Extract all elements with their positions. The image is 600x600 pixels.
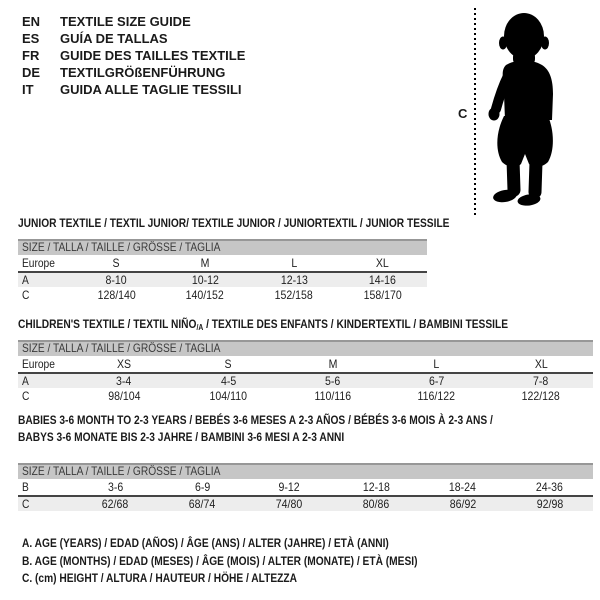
size-cell: L (290, 256, 297, 270)
table-row (18, 287, 427, 303)
size-cell: 12-13 (280, 273, 308, 287)
row-label: Europe (22, 357, 55, 371)
row-label: Europe (22, 256, 55, 270)
legend-notes (22, 535, 487, 588)
size-cell: 6-9 (194, 480, 210, 494)
size-cell: 116/122 (418, 389, 456, 403)
babies-table-title (18, 412, 577, 446)
size-cell: 98/104 (107, 389, 141, 403)
size-cell: 5-6 (324, 374, 341, 388)
size-band-text: SIZE / TALLA / TAILLE / GRÖSSE / TAGLIA (22, 240, 221, 254)
size-cell: 158/170 (363, 288, 402, 302)
table-row (18, 495, 593, 511)
lang-code: DE (22, 65, 41, 80)
size-cell: 110/116 (314, 389, 351, 403)
lang-code: FR (22, 48, 40, 63)
size-cell: 122/128 (521, 389, 561, 403)
size-cell: 9-12 (278, 480, 300, 494)
size-cell: S (112, 256, 120, 270)
size-band (18, 340, 593, 356)
babies-table-title-line1: BABIES 3-6 MONTH TO 2-3 YEARS / BEBÉS 3-6 MESES A 2-3 AÑOS / BÉBÉS 3-6 MOIS À 2-3 ANS / (18, 413, 493, 427)
size-cell: 104/110 (209, 389, 247, 403)
babies-table-title-line2: BABYS 3-6 MONATE BIS 2-3 JAHRE / BAMBINI 3-6 MESI A 2-3 ANNI (18, 430, 345, 444)
size-cell: XL (376, 256, 390, 270)
size-cell: 74/80 (275, 497, 303, 511)
note-age-months: B. AGE (MONTHS) / EDAD (MESES) / ÂGE (MOIS) / ALTER (MONATE) / ETÀ (MESI) (22, 553, 418, 568)
table-row (18, 388, 593, 404)
lang-row-it (22, 81, 245, 98)
size-cell: 10-12 (191, 273, 219, 287)
size-cell: 4-5 (220, 374, 236, 388)
lang-label: TEXTILE SIZE GUIDE (60, 14, 191, 29)
size-cell: 68/74 (189, 497, 216, 511)
size-cell: 3-6 (107, 480, 124, 494)
size-cell: 8-10 (105, 273, 127, 287)
row-label: A (22, 273, 29, 287)
lang-code: ES (22, 31, 40, 46)
lang-row-fr (22, 47, 245, 64)
row-label: B (22, 480, 29, 494)
table-row (18, 372, 593, 388)
size-cell: 12-18 (362, 480, 390, 494)
size-cell: 140/152 (186, 288, 225, 302)
subscript-text: /A (196, 323, 204, 332)
lang-code: IT (22, 82, 34, 97)
size-cell: L (433, 357, 440, 371)
lang-code: EN (22, 14, 41, 29)
height-measure-line (474, 8, 476, 215)
size-band (18, 463, 593, 479)
size-cell: 18-24 (449, 480, 477, 494)
lang-label: GUIDE DES TAILLES TEXTILE (60, 48, 246, 63)
row-label: C (22, 497, 30, 511)
note-height-cm: C. (cm) HEIGHT / ALTURA / HAUTEUR / HÖHE / ALTEZZA (22, 571, 298, 585)
size-band-text: SIZE / TALLA / TAILLE / GRÖSSE / TAGLIA (22, 464, 221, 478)
row-label: A (22, 374, 29, 388)
size-cell: 6-7 (429, 374, 445, 388)
table-row (18, 271, 427, 287)
table-row (18, 479, 593, 495)
size-cell: 7-8 (533, 374, 549, 388)
babies-size-table (18, 463, 593, 511)
table-row (18, 356, 593, 372)
size-cell: S (224, 357, 232, 371)
lang-row-en (22, 13, 245, 30)
lang-row-es (22, 30, 245, 47)
size-cell: 3-4 (116, 374, 132, 388)
size-cell: 14-16 (369, 273, 397, 287)
junior-table-title-text: JUNIOR TEXTILE / TEXTIL JUNIOR/ TEXTILE JUNIOR / JUNIORTEXTIL / JUNIOR TESSILE (18, 216, 450, 230)
lang-label: TEXTILGRÖßENFÜHRUNG (60, 65, 226, 80)
size-cell: 62/68 (102, 497, 129, 511)
size-band (18, 239, 427, 255)
size-cell: 128/140 (97, 288, 136, 302)
junior-size-table (18, 239, 427, 303)
table-row (18, 255, 427, 271)
lang-label: GUIDA ALLE TAGLIE TESSILI (60, 82, 242, 97)
size-cell: 80/86 (362, 497, 390, 511)
size-cell: M (328, 357, 337, 371)
size-band-text: SIZE / TALLA / TAILLE / GRÖSSE / TAGLIA (22, 341, 221, 355)
note-age-years: A. AGE (YEARS) / EDAD (AÑOS) / ÂGE (ANS) / ALTER (JAHRE) / ETÀ (ANNI) (22, 536, 389, 550)
children-table-title (18, 316, 594, 336)
size-cell: M (200, 256, 210, 270)
height-measure-label: C (458, 106, 468, 121)
size-cell: 92/98 (536, 497, 563, 511)
junior-table-title (18, 215, 526, 232)
language-legend (22, 13, 245, 98)
baby-silhouette-icon (484, 10, 566, 207)
lang-row-de (22, 64, 245, 81)
row-label: C (22, 389, 30, 403)
size-cell: 24-36 (536, 480, 564, 494)
lang-label: GUÍA DE TALLAS (60, 31, 168, 46)
size-cell: 152/158 (274, 288, 313, 302)
size-cell: XS (117, 357, 132, 371)
size-cell: 86/92 (449, 497, 476, 511)
children-size-table (18, 340, 593, 404)
children-table-title-text: CHILDREN'S TEXTILE / TEXTIL $NIÑO_{/A}$ / TEXTILE DES ENFANTS / KINDERTEXTIL / BAMBINI TESSILE (18, 317, 508, 332)
size-cell: XL (534, 357, 548, 371)
row-label: C (22, 288, 30, 302)
